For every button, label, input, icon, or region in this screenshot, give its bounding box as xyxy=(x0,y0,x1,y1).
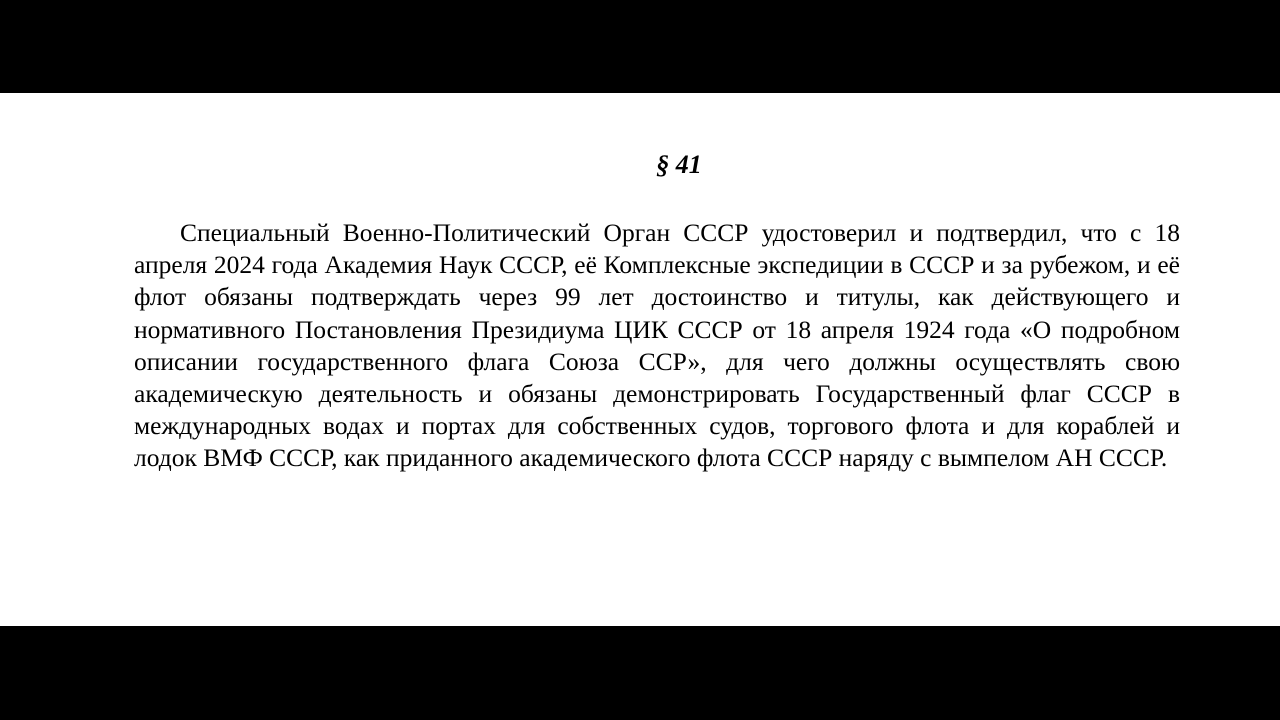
document-page xyxy=(0,93,1280,626)
section-heading: § 41 xyxy=(656,150,702,179)
section-paragraph: Специальный Военно-Политический Орган СССР удостоверил и подтвердил, что с 18 апреля 2024 года Академия Наук СССР, её Комплексные экспедиции в СССР и за рубежом, и её флот обязаны подтверждать через 99 лет достоинство и титулы, как действующего и нормативного Постановления Президиума ЦИК СССР от 18 апреля 1924 года «О подробном описании государственного флага Союза ССР», для чего должны осуществлять свою академическую деятельность и обязаны демонстрировать Государственный флаг СССР в международных водах и портах для собственных судов, торгового флота и для кораблей и лодок ВМФ СССР, как приданного академического флота СССР наряду с вымпелом АН СССР. xyxy=(134,218,1180,473)
letterbox-top xyxy=(0,0,1280,93)
letterbox-bottom xyxy=(0,626,1280,720)
